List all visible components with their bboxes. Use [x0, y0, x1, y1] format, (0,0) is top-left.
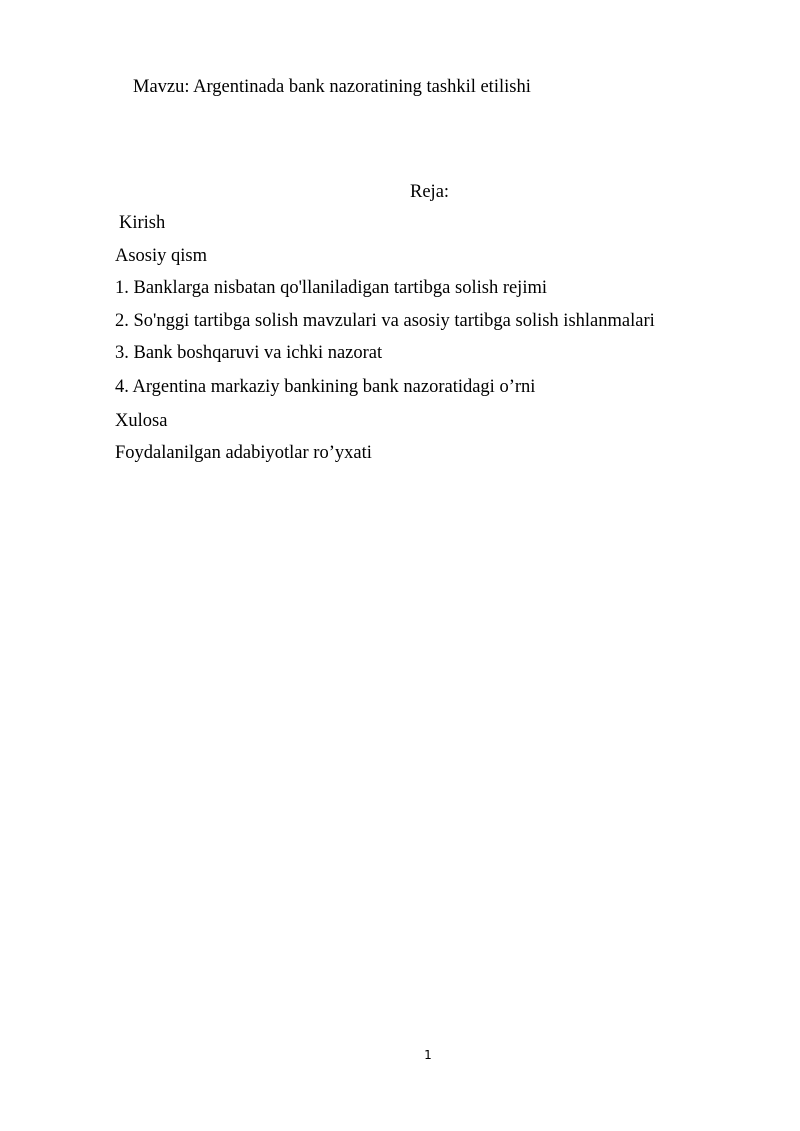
toc-item: 3. Bank boshqaruvi va ichki nazorat — [115, 343, 383, 363]
plan-heading: Reja: — [410, 182, 450, 202]
toc-item: 4. Argentina markaziy bankining bank nazoratidagi o’rni — [115, 377, 536, 397]
toc-main-part: Asosiy qism — [115, 246, 208, 266]
toc-intro: Kirish — [119, 213, 166, 233]
toc-item: 2. So'nggi tartibga solish mavzulari va asosiy tartibga solish ishlanmalari — [115, 311, 655, 331]
toc-item: 1. Banklarga nisbatan qo'llaniladigan tartibga solish rejimi — [115, 278, 547, 298]
toc-references: Foydalanilgan adabiyotlar ro’yxati — [115, 443, 372, 463]
page-number: 1 — [424, 1048, 432, 1062]
toc-conclusion: Xulosa — [115, 411, 168, 431]
document-title: Mavzu: Argentinada bank nazoratining tashkil etilishi — [133, 77, 531, 97]
